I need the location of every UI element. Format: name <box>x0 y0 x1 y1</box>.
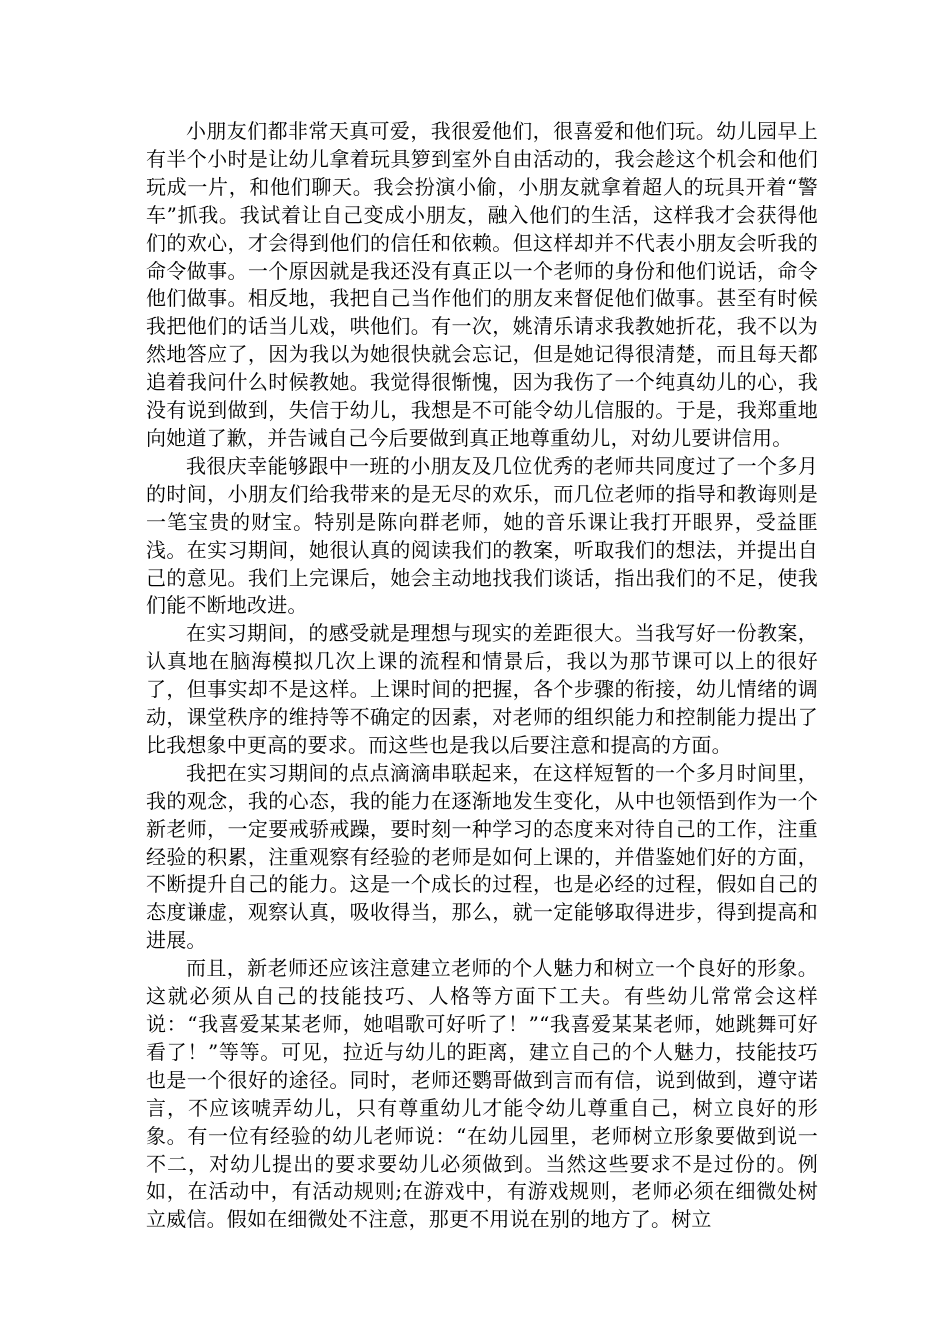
paragraph-2: 我很庆幸能够跟中一班的小朋友及几位优秀的老师共同度过了一个多月的时间，小朋友们给我带来的是无尽的欢乐，而几位老师的指导和教诲则是一笔宝贵的财宝。特别是陈向群老师，她的音乐课让我打开眼界，受益匪浅。在实习期间，她很认真的阅读我们的教案，听取我们的想法，并提出自己的意见。我们上完课后，她会主动地找我们谈话，指出我们的不足，使我们能不断地改进。 <box>146 453 818 618</box>
paragraph-1: 小朋友们都非常天真可爱，我很爱他们，很喜爱和他们玩。幼儿园早上有半个小时是让幼儿拿着玩具箩到室外自由活动的，我会趁这个机会和他们玩成一片，和他们聊天。我会扮演小偷，小朋友就拿着超人的玩具开着“警车”抓我。我试着让自己变成小朋友，融入他们的生活，这样我才会获得他们的欢心，才会得到他们的信任和依赖。但这样却并不代表小朋友会听我的命令做事。一个原因就是我还没有真正以一个老师的身份和他们说话，命令他们做事。相反地，我把自己当作他们的朋友来督促他们做事。甚至有时候我把他们的话当儿戏，哄他们。有一次，姚清乐请求我教她折花，我不以为然地答应了，因为我以为她很快就会忘记，但是她记得很清楚，而且每天都追着我问什么时候教她。我觉得很惭愧，因为我伤了一个纯真幼儿的心，我没有说到做到，失信于幼儿，我想是不可能令幼儿信服的。于是，我郑重地向她道了歉，并告诫自己今后要做到真正地尊重幼儿，对幼儿要讲信用。 <box>146 119 818 450</box>
paragraph-4: 我把在实习期间的点点滴滴串联起来，在这样短暂的一个多月时间里，我的观念，我的心态，我的能力在逐渐地发生变化，从中也领悟到作为一个新老师，一定要戒骄戒躁，要时刻一种学习的态度来对待自己的工作，注重经验的积累，注重观察有经验的老师是如何上课的，并借鉴她们好的方面，不断提升自己的能力。这是一个成长的过程，也是必经的过程，假如自己的态度谦虚，观察认真，吸收得当，那么，就一定能够取得进步，得到提高和进展。 <box>146 760 818 953</box>
document-body <box>146 118 818 1234</box>
paragraph-3: 在实习期间，的感受就是理想与现实的差距很大。当我写好一份教案，认真地在脑海模拟几次上课的流程和情景后，我以为那节课可以上的很好了，但事实却不是这样。上课时间的把握，各个步骤的衔接，幼儿情绪的调动，课堂秩序的维持等不确定的因素，对老师的组织能力和控制能力提出了比我想象中更高的要求。而这些也是我以后要注意和提高的方面。 <box>146 621 818 757</box>
paragraph-5: 而且，新老师还应该注意建立老师的个人魅力和树立一个良好的形象。这就必须从自己的技能技巧、人格等方面下工夫。有些幼儿常常会这样说：“我喜爱某某老师，她唱歌可好听了！”“我喜爱某某老师，她跳舞可好看了！”等等。可见，拉近与幼儿的距离，建立自己的个人魅力，技能技巧也是一个很好的途径。同时，老师还鹦哥做到言而有信，说到做到，遵守诺言，不应该唬弄幼儿，只有尊重幼儿才能令幼儿尊重自己，树立良好的形象。有一位有经验的幼儿老师说：“在幼儿园里，老师树立形象要做到说一不二，对幼儿提出的要求要幼儿必须做到。当然这些要求不是过份的。例如，在活动中，有活动规则;在游戏中，有游戏规则，老师必须在细微处树立威信。假如在细微处不注意，那更不用说在别的地方了。树立 <box>146 956 818 1232</box>
